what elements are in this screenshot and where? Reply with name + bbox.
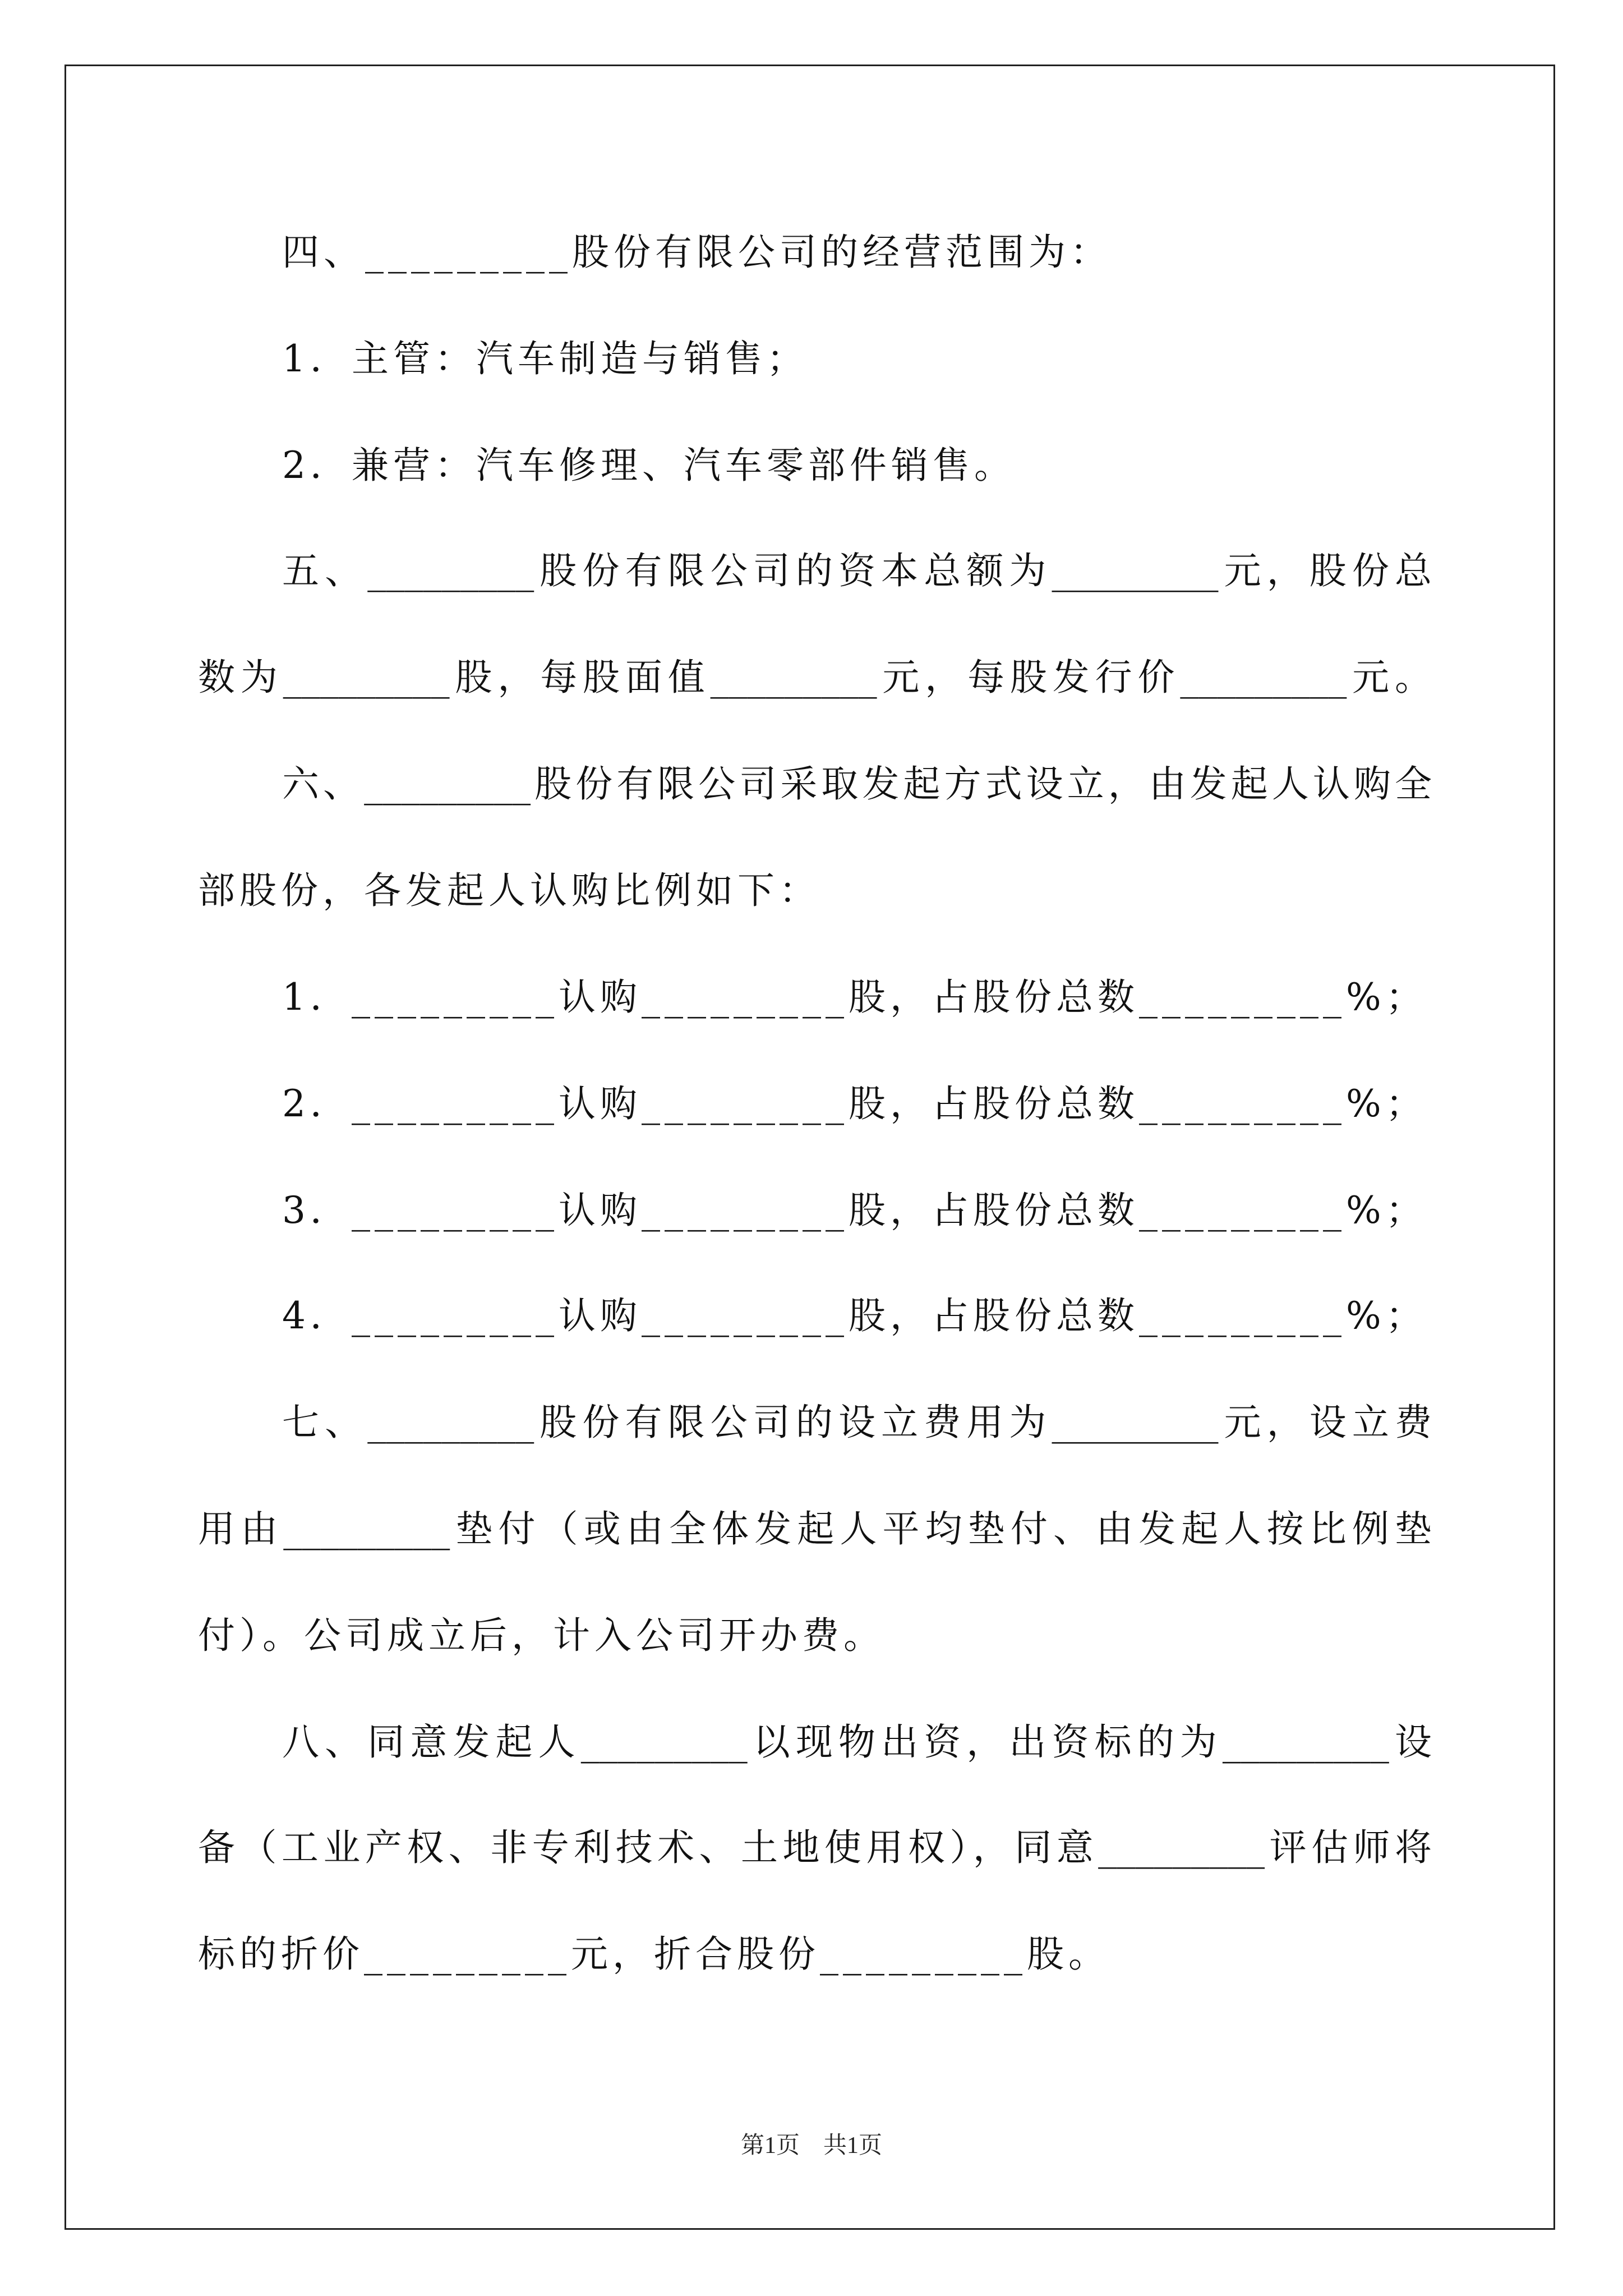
clause-5-line-2: 数为_________股，每股面值_________元，每股发行价_________元。 [198,656,1432,699]
clause-4-item-2: 2．兼营：汽车修理、汽车零部件销售。 [282,444,1016,487]
page-number: 第1页 共1页 [740,2133,882,2159]
clause-8-line-3: 标的折价_________元，折合股份_________股。 [198,1932,1110,1976]
clause-4-scope-heading: 四、_________股份有限公司的经营范围为： [282,231,1112,274]
clause-4-item-1: 1．主管：汽车制造与销售； [282,337,808,380]
clause-6-subscriber-3: 3．_________认购_________股，占股份总数_________%； [282,1189,1427,1232]
page-border [64,65,1555,2230]
clause-5-line-1: 五、_________股份有限公司的资本总额为_________元，股份总 [282,549,1432,592]
clause-6-subscriber-2: 2．_________认购_________股，占股份总数_________%； [282,1082,1427,1125]
clause-6-line-1: 六、_________股份有限公司采取发起方式设立，由发起人认购全 [282,762,1432,806]
clause-8-line-1: 八、同意发起人_________以现物出资，出资标的为_________设 [282,1720,1432,1764]
clause-7-line-3: 付）。公司成立后，计入公司开办费。 [198,1614,885,1657]
clause-7-line-1: 七、_________股份有限公司的设立费用为_________元，设立费 [282,1401,1432,1444]
clause-6-subscriber-1: 1．_________认购_________股，占股份总数_________%； [282,976,1427,1019]
clause-8-line-2: 备（工业产权、非专利技术、土地使用权），同意_________评估师将 [198,1826,1432,1869]
clause-6-line-2: 部股份，各发起人认购比例如下： [198,869,820,912]
clause-7-line-2: 用由_________垫付（或由全体发起人平均垫付、由发起人按比例垫 [198,1507,1432,1550]
clause-6-subscriber-4: 4．_________认购_________股，占股份总数_________%； [282,1294,1427,1337]
